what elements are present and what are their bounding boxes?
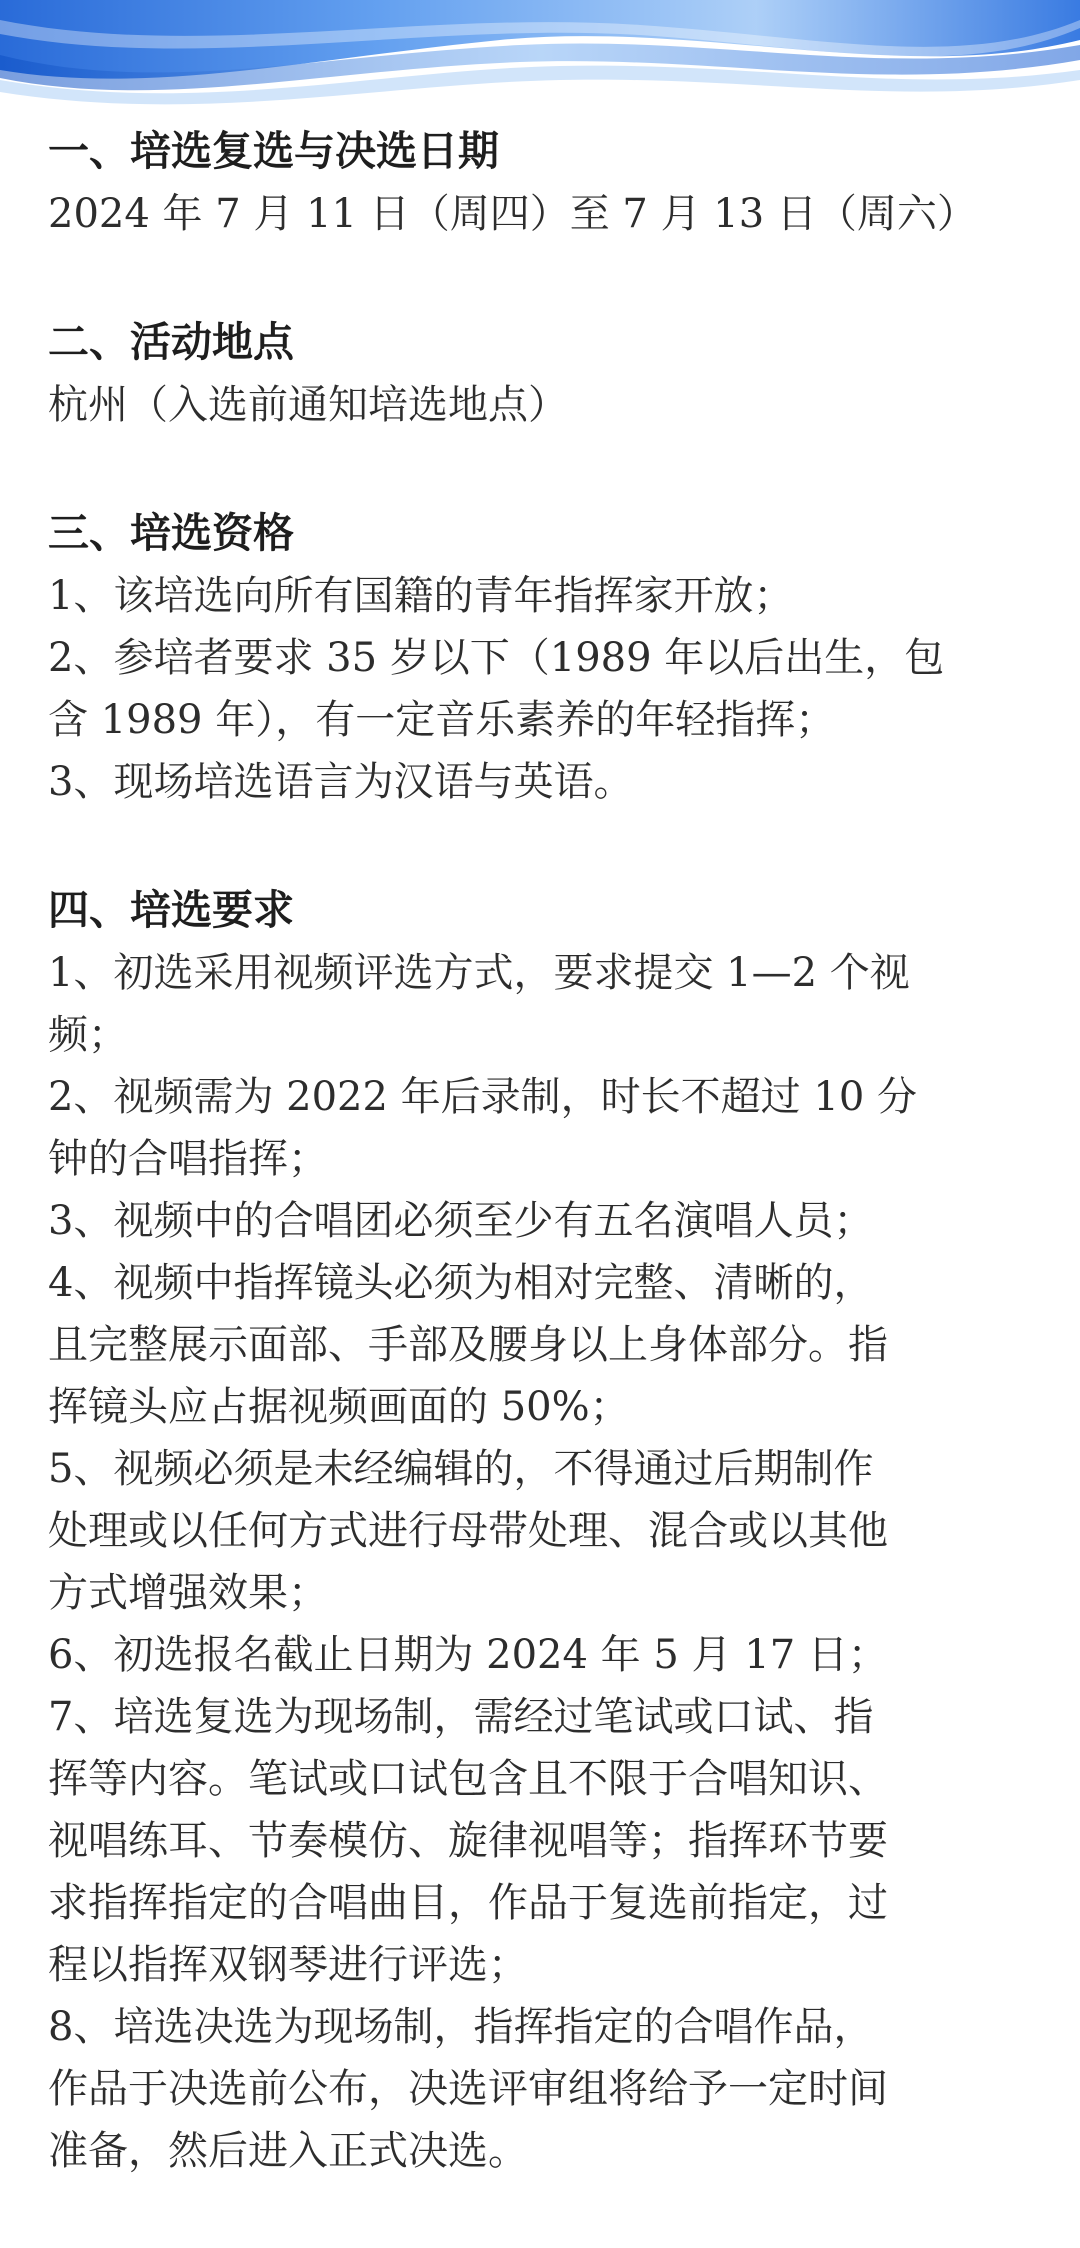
section-dates — [48, 120, 1038, 245]
section-line: 且完整展示面部、手部及腰身以上身体部分。指 — [48, 1322, 888, 1368]
section-line: 7、培选复选为现场制，需经过笔试或口试、指 — [48, 1694, 874, 1740]
section-line: 3、现场培选语言为汉语与英语。 — [48, 759, 634, 805]
section-line: 1、初选采用视频评选方式，要求提交 1—2 个视 — [48, 950, 910, 996]
document-body — [48, 120, 1038, 2248]
section-line: 作品于决选前公布，决选评审组将给予一定时间 — [48, 2066, 888, 2112]
section-line: 8、培选决选为现场制，指挥指定的合唱作品， — [48, 2004, 874, 2050]
decorative-blue-wave-banner — [0, 0, 1080, 125]
section-heading: 三、培选资格 — [48, 509, 294, 557]
section-line: 2、参培者要求 35 岁以下（1989 年以后出生，包 — [48, 635, 945, 681]
section-line: 视唱练耳、节奏模仿、旋律视唱等；指挥环节要 — [48, 1818, 888, 1864]
section-line: 1、该培选向所有国籍的青年指挥家开放； — [48, 573, 794, 619]
section-line: 杭州（入选前通知培选地点） — [48, 382, 568, 428]
section-line: 6、初选报名截止日期为 2024 年 5 月 17 日； — [48, 1632, 888, 1678]
section-eligibility — [48, 502, 1038, 813]
section-line: 4、视频中指挥镜头必须为相对完整、清晰的， — [48, 1260, 874, 1306]
section-location — [48, 311, 1038, 436]
section-line: 挥等内容。笔试或口试包含且不限于合唱知识、 — [48, 1756, 888, 1802]
section-line: 求指挥指定的合唱曲目，作品于复选前指定，过 — [48, 1880, 888, 1926]
section-requirements — [48, 879, 1038, 2182]
section-line: 程以指挥双钢琴进行评选； — [48, 1942, 528, 1988]
section-line: 5、视频必须是未经编辑的，不得通过后期制作 — [48, 1446, 874, 1492]
section-line: 钟的合唱指挥； — [48, 1136, 328, 1182]
section-line: 处理或以任何方式进行母带处理、混合或以其他 — [48, 1508, 888, 1554]
wave-graphic — [0, 0, 1080, 125]
section-line: 挥镜头应占据视频画面的 50%； — [48, 1384, 630, 1430]
section-line: 3、视频中的合唱团必须至少有五名演唱人员； — [48, 1198, 874, 1244]
section-heading: 四、培选要求 — [48, 886, 294, 934]
section-heading: 二、活动地点 — [48, 318, 294, 366]
section-heading: 一、培选复选与决选日期 — [48, 127, 499, 175]
section-line: 频； — [48, 1012, 128, 1058]
section-line: 含 1989 年），有一定音乐素养的年轻指挥； — [48, 697, 836, 743]
section-line: 2024 年 7 月 11 日（周四）至 7 月 13 日（周六） — [48, 191, 977, 237]
section-line: 2、视频需为 2022 年后录制，时长不超过 10 分 — [48, 1074, 918, 1120]
section-line: 准备，然后进入正式决选。 — [48, 2128, 528, 2174]
section-line: 方式增强效果； — [48, 1570, 328, 1616]
